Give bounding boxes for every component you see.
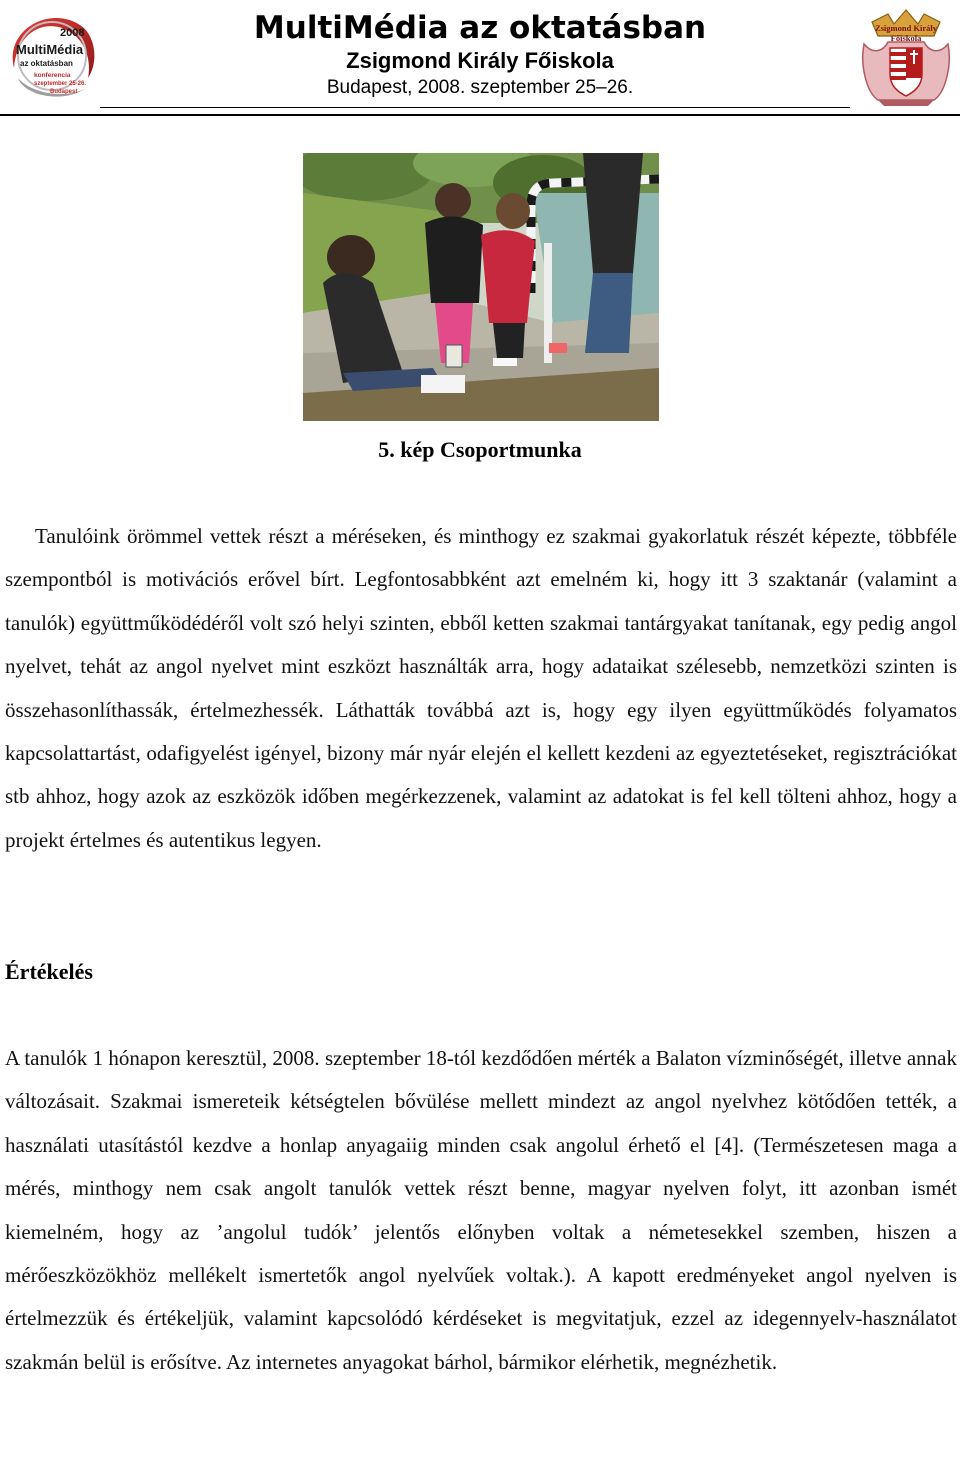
header-title: MultiMédia az oktatásban xyxy=(253,10,707,46)
group-work-photo-icon xyxy=(303,153,659,421)
logo-brand: MultiMédia xyxy=(16,42,84,57)
crest-line1: Zsigmond Király xyxy=(874,23,938,33)
logo-line1: az oktatásban xyxy=(20,59,73,68)
logo-year: 2008 xyxy=(60,27,85,39)
header-date: Budapest, 2008. szeptember 25–26. xyxy=(326,77,634,98)
page-header xyxy=(0,0,960,118)
header-rule xyxy=(100,107,850,108)
crest-line2: Főiskola xyxy=(890,33,922,43)
logo-line2: konferencia xyxy=(34,72,71,79)
figure-caption: 5. kép Csoportmunka xyxy=(378,437,582,462)
header-subtitle: Zsigmond Király Főiskola xyxy=(346,48,614,73)
university-crest-icon xyxy=(858,4,954,108)
header-rule-bottom xyxy=(0,114,960,116)
logo-line4: Budapest xyxy=(50,89,78,95)
paragraph-2: A tanulók 1 hónapon keresztül, 2008. szeptember 18-tól kezdődően mérték a Balaton vízminőségét, illetve annak változásait. Szakmai ismereteik kétségtelen bővülése mellett mindezt az angol nyelvhez kötődően tették, a használati utasítástól kezdve a honlap anyagaiig minden csak angolul érhető el [4]. (Természetesen maga a mérés, minthogy nem csak angolt tanulók vettek részt benne, magyar nyelven folyt, itt azonban ismét kiemelném, hogy az ’angolul tudók’ jelentős előnyben voltak a németesekkel szemben, hiszen a mérőeszközökhöz mellékelt ismertetők angol nyelvűek voltak.). A kapott eredményeket angol nyelven is értelmezzük és értékeljük, valamint kapcsolódó kérdéseket is megvitatjuk, ezzel az idegennyelv-használatot szakmán belül is erősítve. Az internetes anyagokat bárhol, bármikor elérhetik, megnézhetik. xyxy=(5,1046,957,1374)
conference-logo-icon xyxy=(4,8,100,104)
paragraph-1: Tanulóink örömmel vettek részt a méréseken, és minthogy ez szakmai gyakorlatuk részét képezte, többféle szempontból is motivációs erővel bírt. Legfontosabbként azt emelném ki, hogy itt 3 szaktanár (valamint a tanulók) együttműködédéről volt szó helyi szinten, ebből ketten szakmai tantárgyakat tanítanak, egy pedig angol nyelvet, tehát az angol nyelvet mint eszközt használták arra, hogy adataikat szélesebb, nemzetközi szinten is összehasonlíthassák, értelmezhessék. Láthatták továbbá azt is, hogy egy ilyen együttműködés folyamatos kapcsolattartást, odafigyelést igényel, bizony már nyár elején el kellett kezdeni az egyeztetéseket, regisztrációkat stb ahhoz, hogy azok az eszközök időben megérkezzenek, valamint az adatokat is fel kell tölteni ahhoz, hogy a projekt értelmes és autentikus legyen. xyxy=(5,524,957,852)
header-text xyxy=(100,8,860,101)
logo-line3: szeptember 25-26. xyxy=(34,81,87,87)
section-title: Értékelés xyxy=(5,959,93,984)
